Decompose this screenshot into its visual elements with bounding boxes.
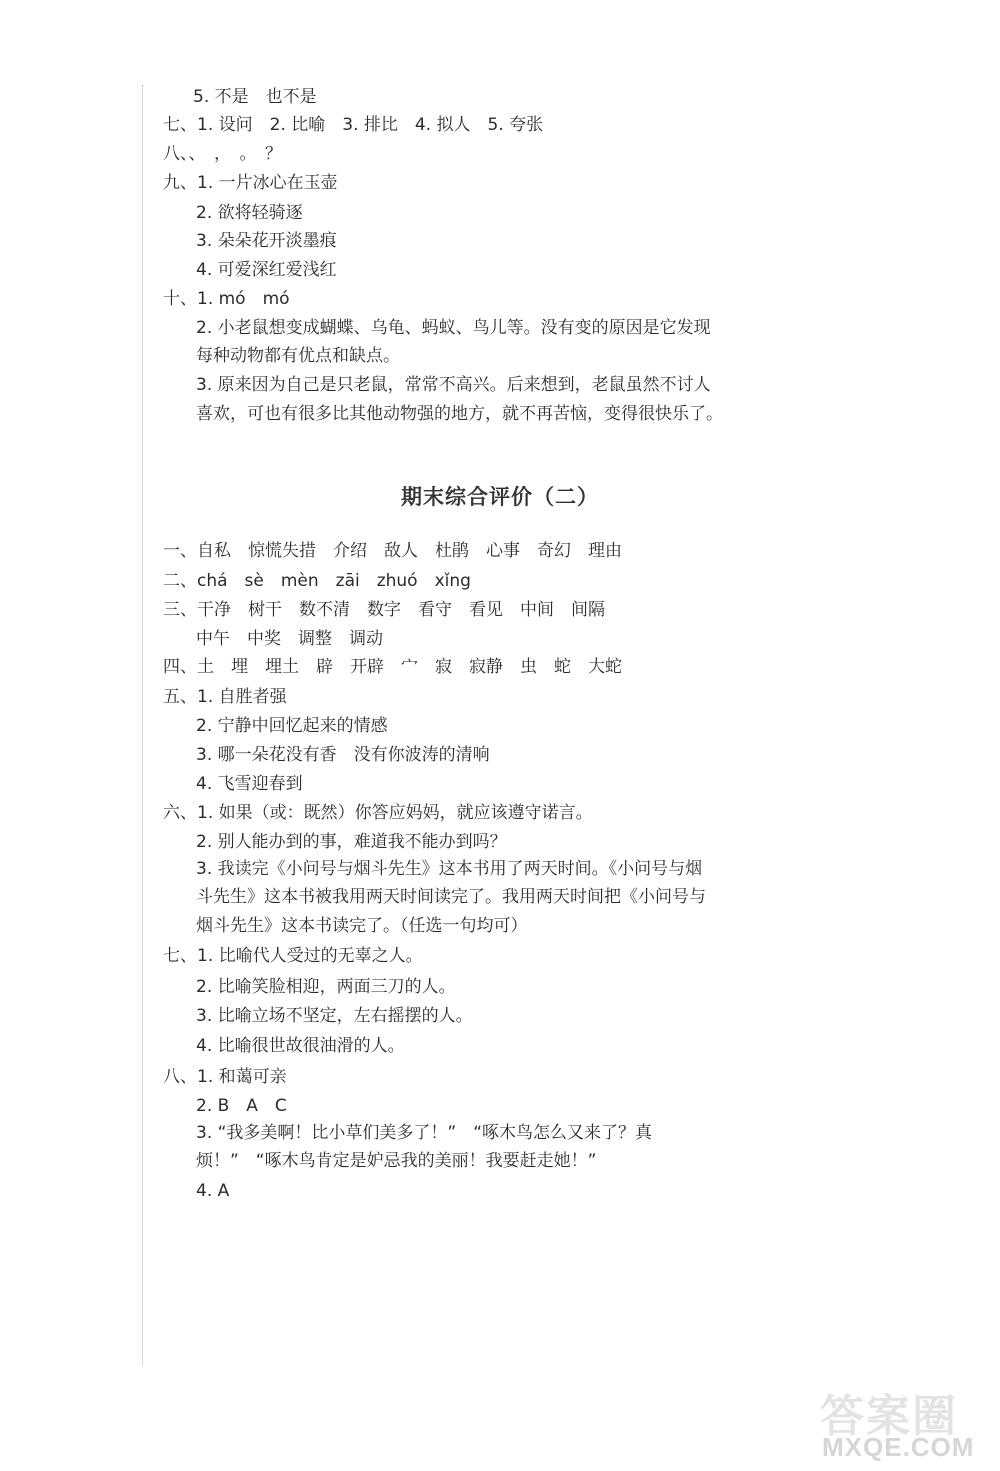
answer-line: 4. 比喻很世故很油滑的人。 (196, 1036, 405, 1056)
answer-line: 中午 中奖 调整 调动 (196, 629, 383, 649)
answer-line: 五、1. 自胜者强 (163, 687, 287, 707)
answer-line: 5. 不是 也不是 (193, 87, 317, 107)
answer-line: 2. 别人能办到的事，难道我不能办到吗？ (196, 832, 507, 852)
answer-line: 2. B A C (196, 1096, 287, 1116)
answer-line: 七、1. 设问 2. 比喻 3. 排比 4. 拟人 5. 夸张 (163, 115, 544, 135)
answer-line: 4. A (196, 1181, 230, 1201)
answer-line: 4. 飞雪迎春到 (196, 774, 303, 794)
watermark-logo (810, 1380, 995, 1470)
answer-line: 3. 朵朵花开淡墨痕 (196, 231, 337, 251)
answer-line: 烟斗先生》这本书读完了。（任选一句均可） (196, 916, 528, 936)
answer-line: 2. 小老鼠想变成蝴蝶、乌龟、蚂蚁、鸟儿等。没有变的原因是它发现 (196, 318, 711, 338)
margin-dotted-line (142, 85, 143, 1365)
answer-line: 3. “我多美啊！比小草们美多了！” “啄木鸟怎么又来了？真 (196, 1123, 653, 1143)
answer-line: 2. 比喻笑脸相迎，两面三刀的人。 (196, 977, 456, 997)
answer-line: 3. 哪一朵花没有香 没有你波涛的清响 (196, 745, 490, 765)
answer-line: 斗先生》这本书被我用两天时间读完了。我用两天时间把《小问号与 (196, 887, 706, 907)
answer-line: 烦！” “啄木鸟肯定是妒忌我的美丽！我要赶走她！” (196, 1151, 597, 1171)
answer-line: 十、1. mó mó (163, 289, 290, 309)
answer-line: 二、chá sè mèn zāi zhuó xǐng (163, 571, 471, 591)
answer-line: 九、1. 一片冰心在玉壶 (163, 173, 338, 193)
watermark-brand: 答案圈 (820, 1391, 958, 1442)
answer-line: 3. 原来因为自己是只老鼠，常常不高兴。后来想到，老鼠虽然不讨人 (196, 375, 711, 395)
answer-line: 六、1. 如果（或：既然）你答应妈妈，就应该遵守诺言。 (163, 803, 593, 823)
answer-line: 3. 我读完《小问号与烟斗先生》这本书用了两天时间。《小问号与烟 (196, 859, 703, 879)
answer-line: 八、1. 和蔼可亲 (163, 1067, 287, 1087)
answer-line: 2. 欲将轻骑逐 (196, 203, 303, 223)
watermark-url: MXQE.COM (822, 1432, 975, 1462)
answer-line: 3. 比喻立场不坚定，左右摇摆的人。 (196, 1006, 473, 1026)
answer-line: 四、土 埋 埋土 辟 开辟 宀 寂 寂静 虫 蛇 大蛇 (163, 657, 622, 677)
answer-line: 4. 可爱深红爱浅红 (196, 260, 337, 280)
answer-line: 八、、 ， 。 ？ (163, 144, 282, 164)
answer-line: 每种动物都有优点和缺点。 (196, 346, 400, 366)
answer-line: 喜欢，可也有很多比其他动物强的地方，就不再苦恼，变得很快乐了。 (196, 404, 723, 424)
answer-line: 一、自私 惊慌失措 介绍 敌人 杜鹃 心事 奇幻 理由 (163, 541, 622, 561)
answer-line: 2. 宁静中回忆起来的情感 (196, 716, 388, 736)
answer-line: 三、干净 树干 数不清 数字 看守 看见 中间 间隔 (163, 600, 605, 620)
answer-line: 七、1. 比喻代人受过的无辜之人。 (163, 946, 423, 966)
section-title: 期末综合评价（二） (401, 485, 599, 509)
